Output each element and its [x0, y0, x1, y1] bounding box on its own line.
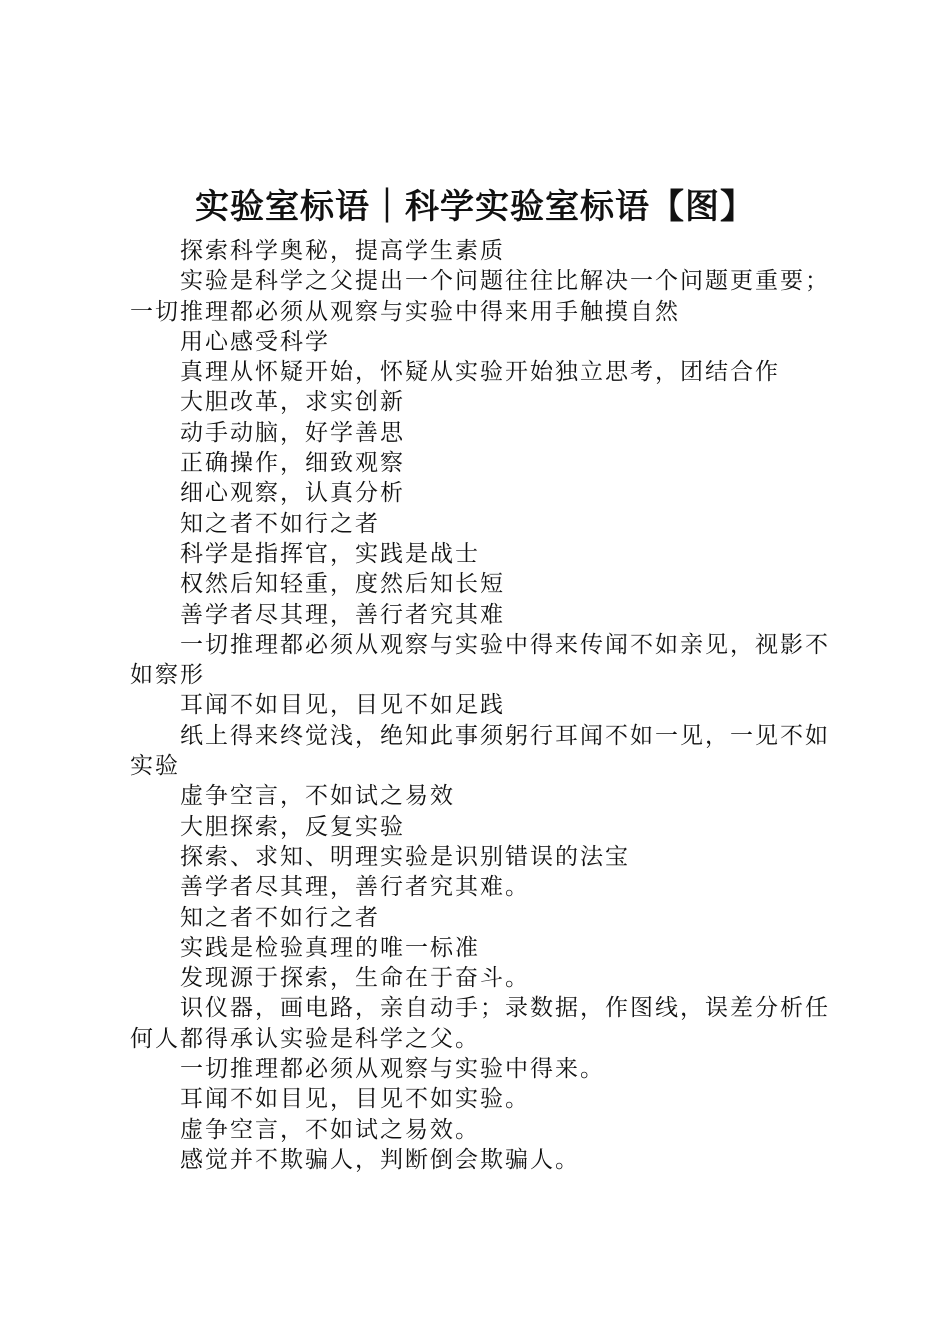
- document-body: [130, 236, 834, 1175]
- paragraph: 实验是科学之父提出一个问题往往比解决一个问题更重要；一切推理都必须从观察与实验中得来用手触摸自然: [130, 268, 830, 325]
- paragraph: 发现源于探索，生命在于奋斗。: [180, 965, 530, 992]
- paragraph: 耳闻不如目见，目见不如实验。: [180, 1086, 530, 1113]
- paragraph: 实践是检验真理的唯一标准: [180, 934, 480, 961]
- paragraph: 动手动脑，好学善思: [180, 419, 405, 446]
- paragraph: 虚争空言，不如试之易效: [180, 783, 455, 810]
- paragraph: 真理从怀疑开始，怀疑从实验开始独立思考，团结合作: [180, 359, 780, 386]
- paragraph: 善学者尽其理，善行者究其难: [180, 601, 505, 628]
- paragraph: 虚争空言，不如试之易效。: [180, 1116, 480, 1143]
- document-title: 实验室标语｜科学实验室标语【图】: [195, 187, 755, 227]
- paragraph: 纸上得来终觉浅，绝知此事须躬行耳闻不如一见，一见不如实验: [130, 722, 830, 780]
- paragraph: 识仪器，画电路，亲自动手；录数据，作图线，误差分析任何人都得承认实验是科学之父。: [130, 995, 830, 1052]
- paragraph: 感觉并不欺骗人，判断倒会欺骗人。: [180, 1146, 580, 1173]
- paragraph: 权然后知轻重，度然后知长短: [180, 571, 505, 598]
- paragraph: 大胆探索，反复实验: [180, 813, 405, 840]
- paragraph: 一切推理都必须从观察与实验中得来。: [180, 1056, 605, 1083]
- paragraph: 大胆改革，求实创新: [180, 389, 405, 416]
- paragraph: 耳闻不如目见，目见不如足践: [180, 692, 505, 719]
- paragraph: 探索科学奥秘，提高学生素质: [180, 238, 505, 264]
- paragraph: 正确操作，细致观察: [180, 450, 405, 477]
- paragraph: 善学者尽其理，善行者究其难。: [180, 874, 530, 901]
- paragraph: 知之者不如行之者: [180, 510, 380, 537]
- paragraph: 科学是指挥官，实践是战士: [180, 540, 480, 567]
- paragraph: 细心观察，认真分析: [180, 480, 405, 507]
- paragraph: 用心感受科学: [180, 328, 330, 355]
- paragraph: 知之者不如行之者: [180, 904, 380, 931]
- paragraph: 一切推理都必须从观察与实验中得来传闻不如亲见，视影不如察形: [130, 631, 830, 689]
- paragraph: 探索、求知、明理实验是识别错误的法宝: [180, 843, 630, 870]
